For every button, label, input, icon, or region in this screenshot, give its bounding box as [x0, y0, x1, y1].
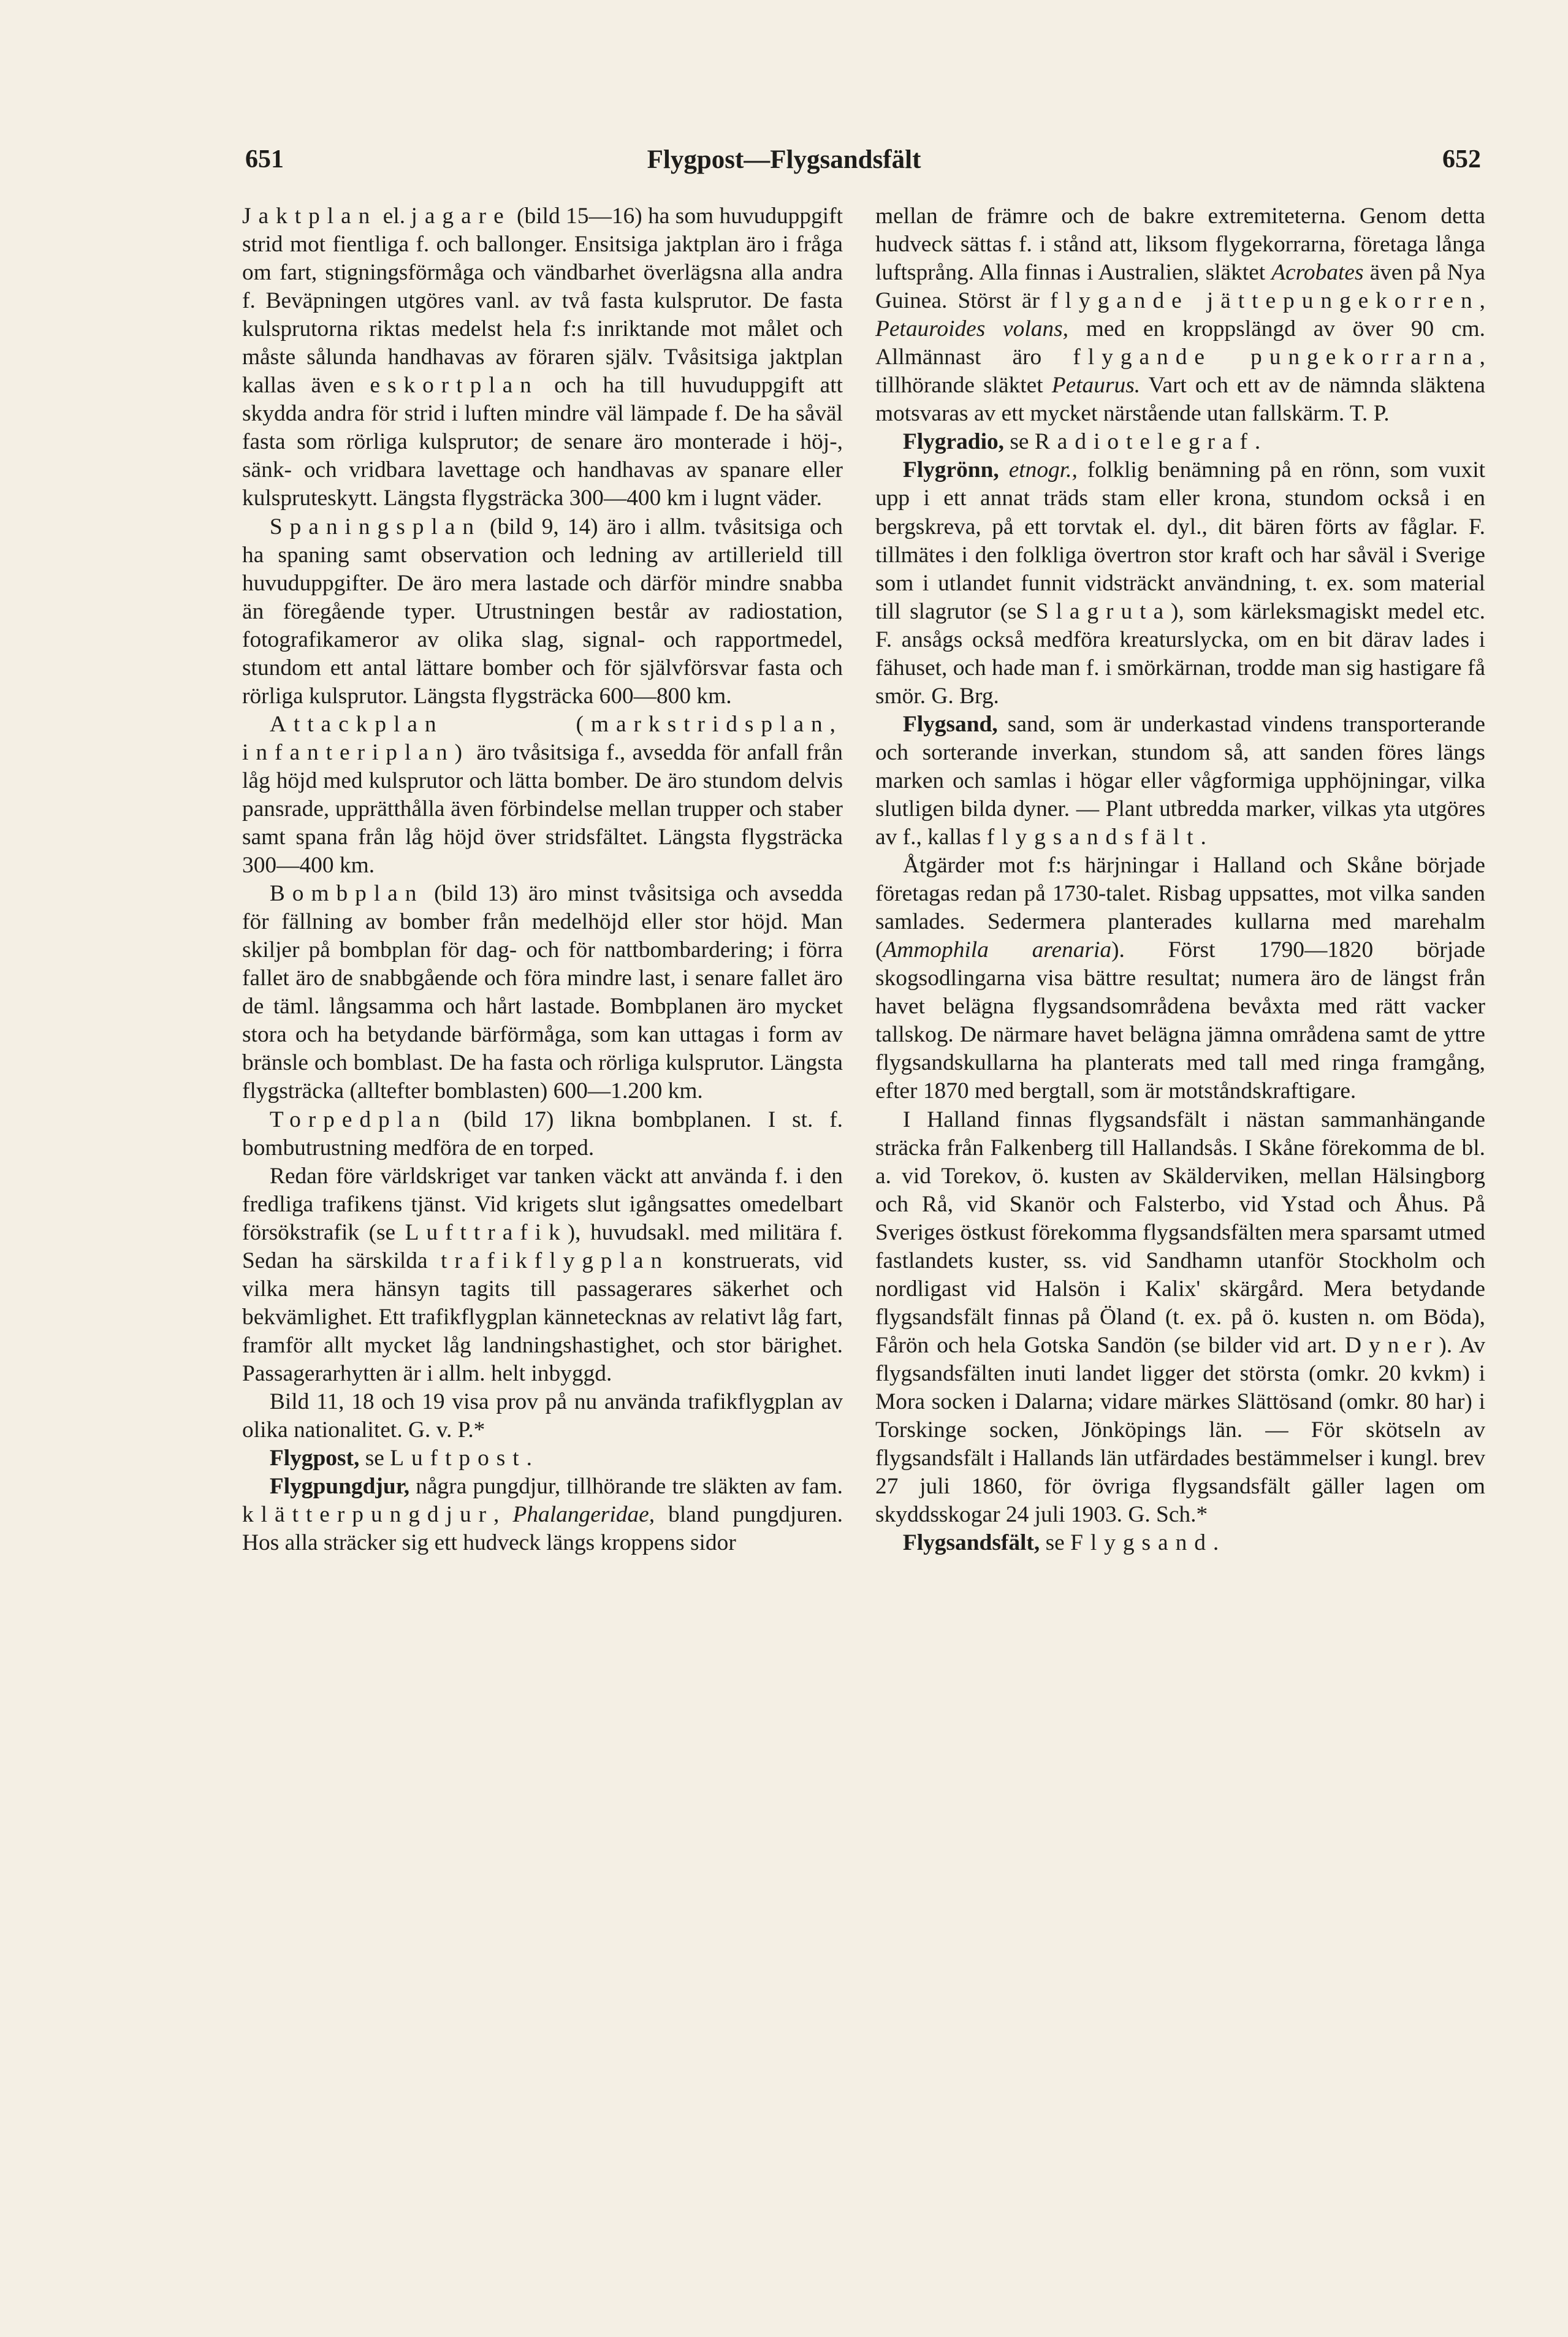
- text-run: (bild 17) likna bombplanen. I st. f. bombutrustning medföra de en torped.: [242, 1107, 843, 1161]
- text-run: ), huvudsakl. med militära f. Sedan ha särskilda: [242, 1219, 843, 1273]
- text-run: äro tvåsitsiga f., avsedda för anfall från låg höjd med kulsprutor och lätta bomber. De äro stundom delvis pansrade, upprätthålla även förbindelse mellan trupper och staber samt spana från låg höjd över stridsfältet. Längsta flygsträcka 300—400 km.: [242, 739, 843, 879]
- text-run: Redan före världskriget var tanken väckt att använda f. i den fredliga trafikens tjänst. Vid krigets slut igångsattes omedelbart försökstrafik (se: [242, 1163, 843, 1245]
- spaced-term: Jaktplan: [242, 204, 378, 229]
- spaced-term: Lufttrafik: [405, 1219, 568, 1245]
- text-run: el.: [377, 204, 411, 229]
- italic-term: etnogr.,: [1008, 457, 1078, 483]
- headword: Flygradio,: [902, 429, 1005, 455]
- spaced-term: Spaningsplan: [269, 514, 481, 539]
- spaced-term: Flygsand: [1070, 1530, 1213, 1556]
- text-run: ,: [493, 1502, 513, 1528]
- headword: Flygsandsfält,: [902, 1530, 1040, 1556]
- text-run: .: [1254, 429, 1261, 455]
- paragraph-atgarder: [875, 852, 1485, 1105]
- text-run: (bild 9, 14) äro i allm. tvåsitsiga och ha spaning samt observation och ledning av artillerield till huvuduppgifter. De äro mera lastade och därför mindre snabba än föregående typer. Utrustningen består av radiostation, fotografikameror av olika slag, signal- och rapportmedel, stundom ett antal lättare bomber och för självförsvar fasta och rörliga kulsprutor. Längsta flygsträcka 600—800 km.: [242, 514, 843, 709]
- paragraph-torpedplan: [242, 1106, 843, 1162]
- paragraph-jaktplan: [242, 202, 843, 513]
- spaced-term: jagare: [411, 204, 511, 229]
- entry-flygsandsfalt: [875, 1529, 1485, 1557]
- spaced-term: Dyner: [1345, 1332, 1439, 1358]
- italic-term: Petauroides volans,: [875, 316, 1069, 342]
- spaced-term: Bombplan: [269, 881, 424, 907]
- text-run: , tillhörande släktet: [875, 345, 1485, 398]
- text-run: [999, 457, 1009, 482]
- right-page-number: 652: [1442, 145, 1481, 173]
- text-run: se: [1004, 429, 1035, 455]
- italic-term: Phalangeridae,: [512, 1502, 655, 1528]
- text-run: bland pungdjuren. Hos alla sträcker sig ett hudveck längs kroppens sidor: [242, 1502, 843, 1556]
- paragraph-flygpungdjur-cont: [875, 202, 1485, 428]
- paragraph-bombplan: [242, 880, 843, 1105]
- text-run: ,: [1479, 288, 1485, 314]
- italic-term: Petaurus.: [1051, 373, 1141, 398]
- text-run: mellan de främre och de bakre extremiteterna. Genom detta hudveck sättas f. i stånd att, liksom flygekorrarna, företaga långa luftsprång. Alla finnas i Australien, släktet: [875, 204, 1485, 286]
- headword: Flygpungdjur,: [269, 1474, 410, 1500]
- text-run: I Halland finnas flygsandsfält i nästan sammanhängande sträcka från Falkenberg till Hallandsås. I Skåne förekomma de bl. a. vid Torekov, ö. kusten av Skälderviken, mellan Hälsingborg och Rå, vid Skanör och Falsterbo, vid Ystad och Åhus. På Sveriges östkust förekomma flygsandsfälten mera sparsamt utmed fastlandets kuster, ss. vid Sandhamn utanför Stockholm och nordligast vid Halsön i Kalix' skärgård. Mera betydande flygsandsfält finnas på Öland (t. ex. på ö. kusten n. om Böda), Fårön och hela Gotska Sandön (se bilder vid art.: [875, 1107, 1485, 1358]
- spaced-term: klätterpungdjur: [242, 1502, 494, 1528]
- spaced-term: Luftpost: [390, 1446, 527, 1471]
- entry-flygradio: [875, 428, 1485, 456]
- text-run: Åtgärder mot f:s härjningar i Halland och Skåne började företagas redan på 1730-talet. Risbag uppsattes, mot vilka sanden samlades. Sedermera planterades kullarna med marehalm (: [875, 853, 1485, 963]
- text-run: Bild 11, 18 och 19 visa prov på nu använda trafikflygplan av olika nationalitet. G. v. P.*: [242, 1389, 843, 1443]
- entry-flygpungdjur: [242, 1473, 843, 1557]
- spaced-term: trafikflygplan: [441, 1248, 670, 1273]
- text-run: (bild 13) äro minst tvåsitsiga och avsedda för fällning av bomber från medelhöjd eller stor höjd. Man skiljer på bombplan för dag- och för nattbombardering; i förra fallet äro de snabbgående och föra mindre last, i senare fallet äro de täml. långsamma och hårt lastade. Bombplanen äro mycket stora och ha betydande bärförmåga, som kan uttagas i form av bränsle och bomblast. De ha fasta och rörliga kulsprutor. Längsta flygsträcka (alltefter bomblasten) 600—1.200 km.: [242, 881, 843, 1104]
- headword: Flygsand,: [902, 711, 998, 737]
- spaced-term: Radiotelegraf: [1034, 429, 1255, 455]
- text-run: folklig benämning på en rönn, som vuxit upp i ett annat träds stam eller krona, stundom också i en bergskreva, på ett torvtak el. dyl., dit bären förts av fåglar. F. tillmätes i den folkliga övertron stor kraft och har såväl i Sverige som i utlandet funnit vidsträckt användning, t. ex. som material till slagrutor (se: [875, 457, 1485, 624]
- spaced-term: Torpedplan: [269, 1107, 447, 1132]
- text-run: ). Först 1790—1820 började skogsodlingarna visa bättre resultat; numera äro de längst från havet belägna flygsandsområdena bevåxta med rätt vacker tallskog. De närmare havet belägna jämna områdena samt de yttre flygsandskullarna ha planterats med tall med ringa framgång, efter 1870 med bergtall, som är motståndskraftigare.: [875, 937, 1485, 1104]
- text-run: .: [526, 1446, 532, 1471]
- entry-flygronn: [875, 456, 1485, 710]
- spaced-term: flygande pungekorrarna: [1073, 345, 1480, 370]
- spaced-term: Slagruta: [1035, 598, 1171, 624]
- italic-term: Acrobates: [1271, 260, 1364, 286]
- spaced-term: flygande jättepungekorren: [1050, 288, 1480, 314]
- paragraph-spaningsplan: [242, 513, 843, 711]
- text-run: (bild 15—16) ha som huvuduppgift strid mot fientliga f. och ballonger. Ensitsiga jaktplan äro i fråga om fart, stigningsförmåga och vändbarhet överlägsna alla andra f. Beväpningen utgöres vanl. av två fasta kulsprutor. De fasta kulsprutorna riktas medelst hela f:s inriktande mot målet och måste sålunda handhavas av föraren själv. Tvåsitsiga jaktplan kallas även: [242, 204, 843, 398]
- paragraph-bild: [242, 1388, 843, 1444]
- text-run: .: [1200, 825, 1206, 850]
- text-run: Vart och ett av de nämnda släktena motsvaras av ett mycket närstående utan fallskärm. T. P.: [875, 373, 1486, 427]
- text-run: se: [359, 1446, 390, 1471]
- headword: Flygrönn,: [902, 457, 999, 483]
- text-run: även på Nya Guinea. Störst är: [875, 260, 1485, 314]
- text-run: se: [1040, 1530, 1071, 1556]
- spaced-term: Attackplan (markstridsplan, infanteriplan): [242, 711, 843, 765]
- paragraph-trafikflygplan: [242, 1162, 843, 1388]
- paragraph-attackplan: [242, 711, 843, 880]
- right-column: [875, 202, 1485, 1557]
- text-run: ). Av flygsandsfälten inuti landet ligger det största (omkr. 20 kvkm) i Mora socken i Dalarna; vidare märkes Slättösand (omkr. 80 har) i Torskinge socken, Jönköpings län. — För skötseln av flygsandsfält i Hallands län utfärdades bestämmelser i kungl. brev 27 juli 1860, för övriga flygsandsfält gäller lagen om skyddsskogar 24 juli 1903. G. Sch.*: [875, 1332, 1485, 1528]
- left-column: [242, 202, 843, 1557]
- text-run: ), som kärleksmagiskt medel etc. F. ansågs också medföra kreaturslycka, om en bit därav lades i fähuset, och hade man f. i smörkärnan, trodde man sig hastigare få smör. G. Brg.: [875, 598, 1485, 709]
- italic-term: Ammophila arenaria: [883, 937, 1112, 963]
- text-run: och ha till huvuduppgift att skydda andra för strid i luften mindre väl lämpade f. De ha såväl fasta som rörliga kulsprutor; de senare äro monterade i höj-, sänk- och vridbara lavettage och handhavas av spanare eller kulspruteskytt. Längsta flygsträcka 300—400 km i lugnt väder.: [242, 373, 843, 511]
- headword: Flygpost,: [269, 1446, 360, 1471]
- text-run: med en kroppslängd av över 90 cm. Allmännast äro: [875, 316, 1485, 370]
- paragraph-halland: [875, 1106, 1485, 1530]
- running-title: Flygpost—Flygsandsfält: [647, 145, 921, 174]
- left-page-number: 651: [245, 145, 284, 173]
- page-header: [0, 145, 1568, 188]
- spaced-term: eskortplan: [370, 373, 539, 398]
- text-run: .: [1212, 1530, 1219, 1556]
- text-run: sand, som är underkastad vindens transporterande och sorterande inverkan, stundom så, att sanden föres längs marken och samlas i högar eller vågformiga upphöjningar, vilka slutligen bilda dyner. — Plant utbredda marker, vilkas yta utgöres av f., kallas: [875, 711, 1485, 850]
- text-run: några pungdjur, tillhörande tre släkten av fam.: [409, 1474, 843, 1500]
- entry-flygsand: [875, 711, 1485, 852]
- text-run: konstruerats, vid vilka mera hänsyn tagits till passagerares säkerhet och bekvämlighet. Ett trafikflygplan kännetecknas av relativt låg fart, framför allt mycket låg landningshastighet, och stor bärighet. Passagerarhytten är i allm. helt inbyggd.: [242, 1248, 843, 1386]
- entry-flygpost: [242, 1444, 843, 1473]
- spaced-term: flygsandsfält: [986, 825, 1201, 850]
